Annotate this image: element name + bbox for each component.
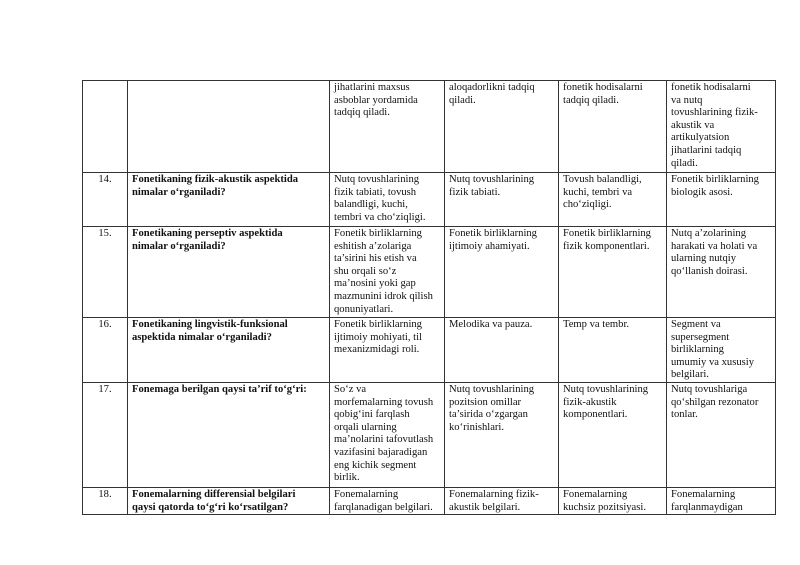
answer-cell-b: Melodika va pauza. (445, 318, 559, 383)
answer-cell-a: jihatlarini maxsus asboblar yordamida tadqiq qiladi. (330, 81, 445, 173)
row-number: 16. (83, 318, 128, 383)
answer-cell-c: fonetik hodisalarni tadqiq qiladi. (559, 81, 667, 173)
answer-cell-d: Fonemalarning farqlanmaydigan (667, 487, 776, 514)
answer-cell-c: Tovush balandligi, kuchi, tembri va cho‘ziqligi. (559, 173, 667, 227)
answer-cell-c: Temp va tembr. (559, 318, 667, 383)
table-row (83, 382, 776, 487)
answer-cell-b: Fonetik birliklarning ijtimoiy ahamiyati. (445, 227, 559, 318)
row-number: 18. (83, 487, 128, 514)
answer-cell-a: Fonetik birliklarning eshitish a’zolariga ta’sirini his etish va shu orqali so‘z ma’nosini yoki gap mazmunini idrok qilish qonuniyatlari. (330, 227, 445, 318)
table-row (83, 173, 776, 227)
table-row (83, 227, 776, 318)
answer-cell-d: Segment va supersegment birliklarning umumiy va xususiy belgilari. (667, 318, 776, 383)
answer-cell-d: Nutq tovushlariga qo‘shilgan rezonator tonlar. (667, 382, 776, 487)
question-cell: Fonetikaning lingvistik-funksional aspektida nimalar o‘rganiladi? (128, 318, 330, 383)
question-table (82, 80, 776, 515)
answer-cell-a: Fonetik birliklarning ijtimoiy mohiyati, til mexanizmidagi roli. (330, 318, 445, 383)
answer-cell-c: Fonetik birliklarning fizik komponentlari. (559, 227, 667, 318)
question-cell: Fonemaga berilgan qaysi ta’rif to‘g‘ri: (128, 382, 330, 487)
answer-cell-b: aloqadorlikni tadqiq qiladi. (445, 81, 559, 173)
table-row (83, 318, 776, 383)
table-row (83, 487, 776, 514)
row-number: 14. (83, 173, 128, 227)
answer-cell-b: Nutq tovushlarining fizik tabiati. (445, 173, 559, 227)
answer-cell-b: Fonemalarning fizik- akustik belgilari. (445, 487, 559, 514)
question-cell: Fonemalarning differensial belgilari qaysi qatorda to‘g‘ri ko‘rsatilgan? (128, 487, 330, 514)
question-cell: Fonetikaning fizik-akustik aspektida nimalar o‘rganiladi? (128, 173, 330, 227)
answer-cell-c: Fonemalarning kuchsiz pozitsiyasi. (559, 487, 667, 514)
row-number: 15. (83, 227, 128, 318)
answer-cell-a: So‘z va morfemalarning tovush qobig‘ini farqlash orqali ularning ma’nolarini tafovutlash vazifasini bajaradigan eng kichik segment birlik. (330, 382, 445, 487)
question-cell: Fonetikaning perseptiv aspektida nimalar o‘rganiladi? (128, 227, 330, 318)
answer-cell-b: Nutq tovushlarining pozitsion omillar ta’sirida o‘zgargan ko‘rinishlari. (445, 382, 559, 487)
row-number (83, 81, 128, 173)
answer-cell-a: Fonemalarning farqlanadigan belgilari. (330, 487, 445, 514)
question-cell (128, 81, 330, 173)
row-number: 17. (83, 382, 128, 487)
answer-cell-d: fonetik hodisalarni va nutq tovushlarining fizik- akustik va artikulyatsion jihatlarini tadqiq qiladi. (667, 81, 776, 173)
table-row (83, 81, 776, 173)
answer-cell-d: Fonetik birliklarning biologik asosi. (667, 173, 776, 227)
answer-cell-c: Nutq tovushlarining fizik-akustik komponentlari. (559, 382, 667, 487)
answer-cell-a: Nutq tovushlarining fizik tabiati, tovush balandligi, kuchi, tembri va cho‘ziqligi. (330, 173, 445, 227)
answer-cell-d: Nutq a’zolarining harakati va holati va ularning nutqiy qo‘llanish doirasi. (667, 227, 776, 318)
